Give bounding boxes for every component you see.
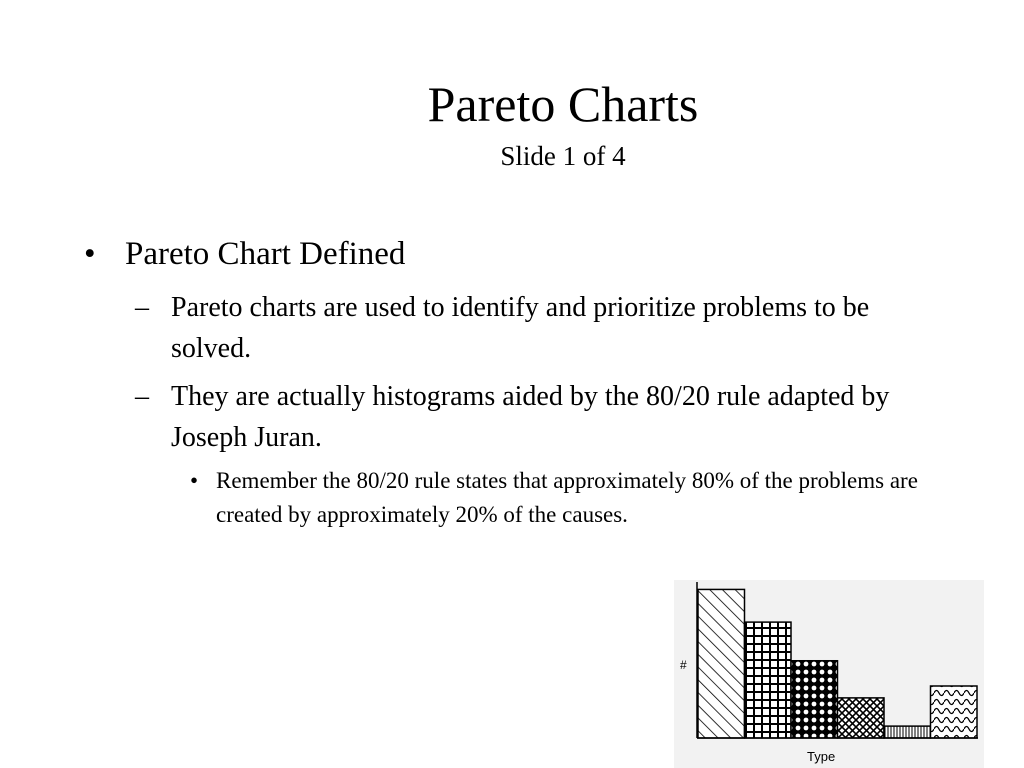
bullet-mark: • bbox=[190, 468, 199, 493]
bar-2 bbox=[745, 622, 792, 738]
dash-mark: – bbox=[135, 381, 149, 412]
bullet-text: Remember the 80/20 rule states that approximately 80% of the problems are created by approximately 20% of the causes. bbox=[216, 468, 918, 527]
x-axis-label: Type bbox=[807, 749, 836, 764]
bar-3 bbox=[791, 661, 838, 738]
bullet-mark: • bbox=[84, 236, 96, 272]
pareto-chart-svg bbox=[674, 580, 984, 768]
bullet-text: They are actually histograms aided by the 80/20 rule adapted by Joseph Juran. bbox=[171, 381, 890, 453]
bullet-text: Pareto charts are used to identify and prioritize problems to be solved. bbox=[171, 292, 870, 364]
bar-4 bbox=[838, 698, 885, 738]
bar-6 bbox=[931, 686, 978, 738]
slide-title: Pareto Charts bbox=[427, 76, 699, 132]
pareto-chart bbox=[674, 580, 984, 768]
bullet-text: Pareto Chart Defined bbox=[125, 236, 406, 272]
y-axis-label: # bbox=[680, 658, 687, 672]
slide-subtitle: Slide 1 of 4 bbox=[500, 141, 626, 171]
dash-mark: – bbox=[135, 292, 149, 323]
bar-5 bbox=[884, 726, 931, 738]
chart-bars bbox=[698, 589, 977, 738]
bar-1 bbox=[698, 589, 745, 738]
